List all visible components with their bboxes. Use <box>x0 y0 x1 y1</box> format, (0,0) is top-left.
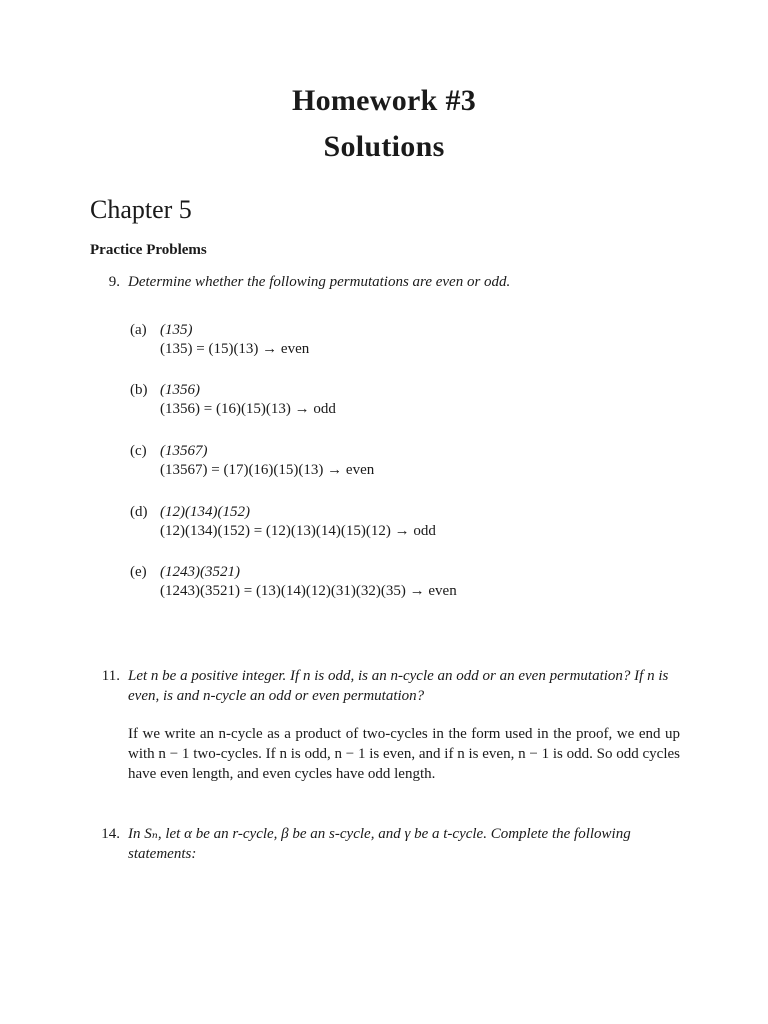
part-label: (a) <box>130 322 147 338</box>
part-e <box>130 563 630 601</box>
document-title: Homework #3 <box>291 84 477 117</box>
part-question: (1356) <box>160 382 200 398</box>
part-answer: (1243)(3521) = (13)(14)(12)(31)(32)(35) → even <box>160 583 457 599</box>
chapter-heading: Chapter 5 <box>90 195 192 224</box>
problem-number: 9. <box>108 274 120 290</box>
part-question: (135) <box>160 322 193 338</box>
part-label: (d) <box>130 504 148 520</box>
part-b <box>130 381 630 419</box>
problem-14 <box>90 824 680 864</box>
problem-9 <box>90 272 680 292</box>
part-label: (c) <box>130 443 147 459</box>
part-question: (12)(134)(152) <box>160 504 250 520</box>
part-d <box>130 503 630 541</box>
problem-statement: In Sₙ, let α be an r-cycle, β be an s-cycle, and γ be a t-cycle. Complete the following statements: <box>128 826 631 862</box>
part-a <box>130 321 630 359</box>
part-question: (1243)(3521) <box>160 564 240 580</box>
document-subtitle: Solutions <box>323 130 445 163</box>
part-answer: (135) = (15)(13) → even <box>160 341 310 357</box>
part-answer: (12)(134)(152) = (12)(13)(14)(15)(12) → odd <box>160 523 436 539</box>
part-label: (e) <box>130 564 147 580</box>
part-answer: (1356) = (16)(15)(13) → odd <box>160 401 336 417</box>
problem-11 <box>90 666 680 784</box>
problem-statement: Determine whether the following permutations are even or odd. <box>128 274 511 290</box>
part-c <box>130 442 630 480</box>
problem-number: 11. <box>101 668 120 684</box>
problem-statement: Let n be a positive integer. If n is odd, is an n-cycle an odd or an even permutation? If n is even, is and n-cycle an odd or even permutation? <box>128 668 669 704</box>
part-answer: (13567) = (17)(16)(15)(13) → even <box>160 462 375 478</box>
part-question: (13567) <box>160 443 208 459</box>
part-label: (b) <box>130 382 148 398</box>
problem-answer: If we write an n-cycle as a product of two-cycles in the form used in the proof, we end up with n − 1 two-cycles. If n is odd, n − 1 is even, and if n is even, n − 1 is odd. So odd cycles have even length, and even cycles have odd length. <box>128 726 680 782</box>
section-heading: Practice Problems <box>90 242 207 258</box>
problem-number: 14. <box>101 826 120 842</box>
